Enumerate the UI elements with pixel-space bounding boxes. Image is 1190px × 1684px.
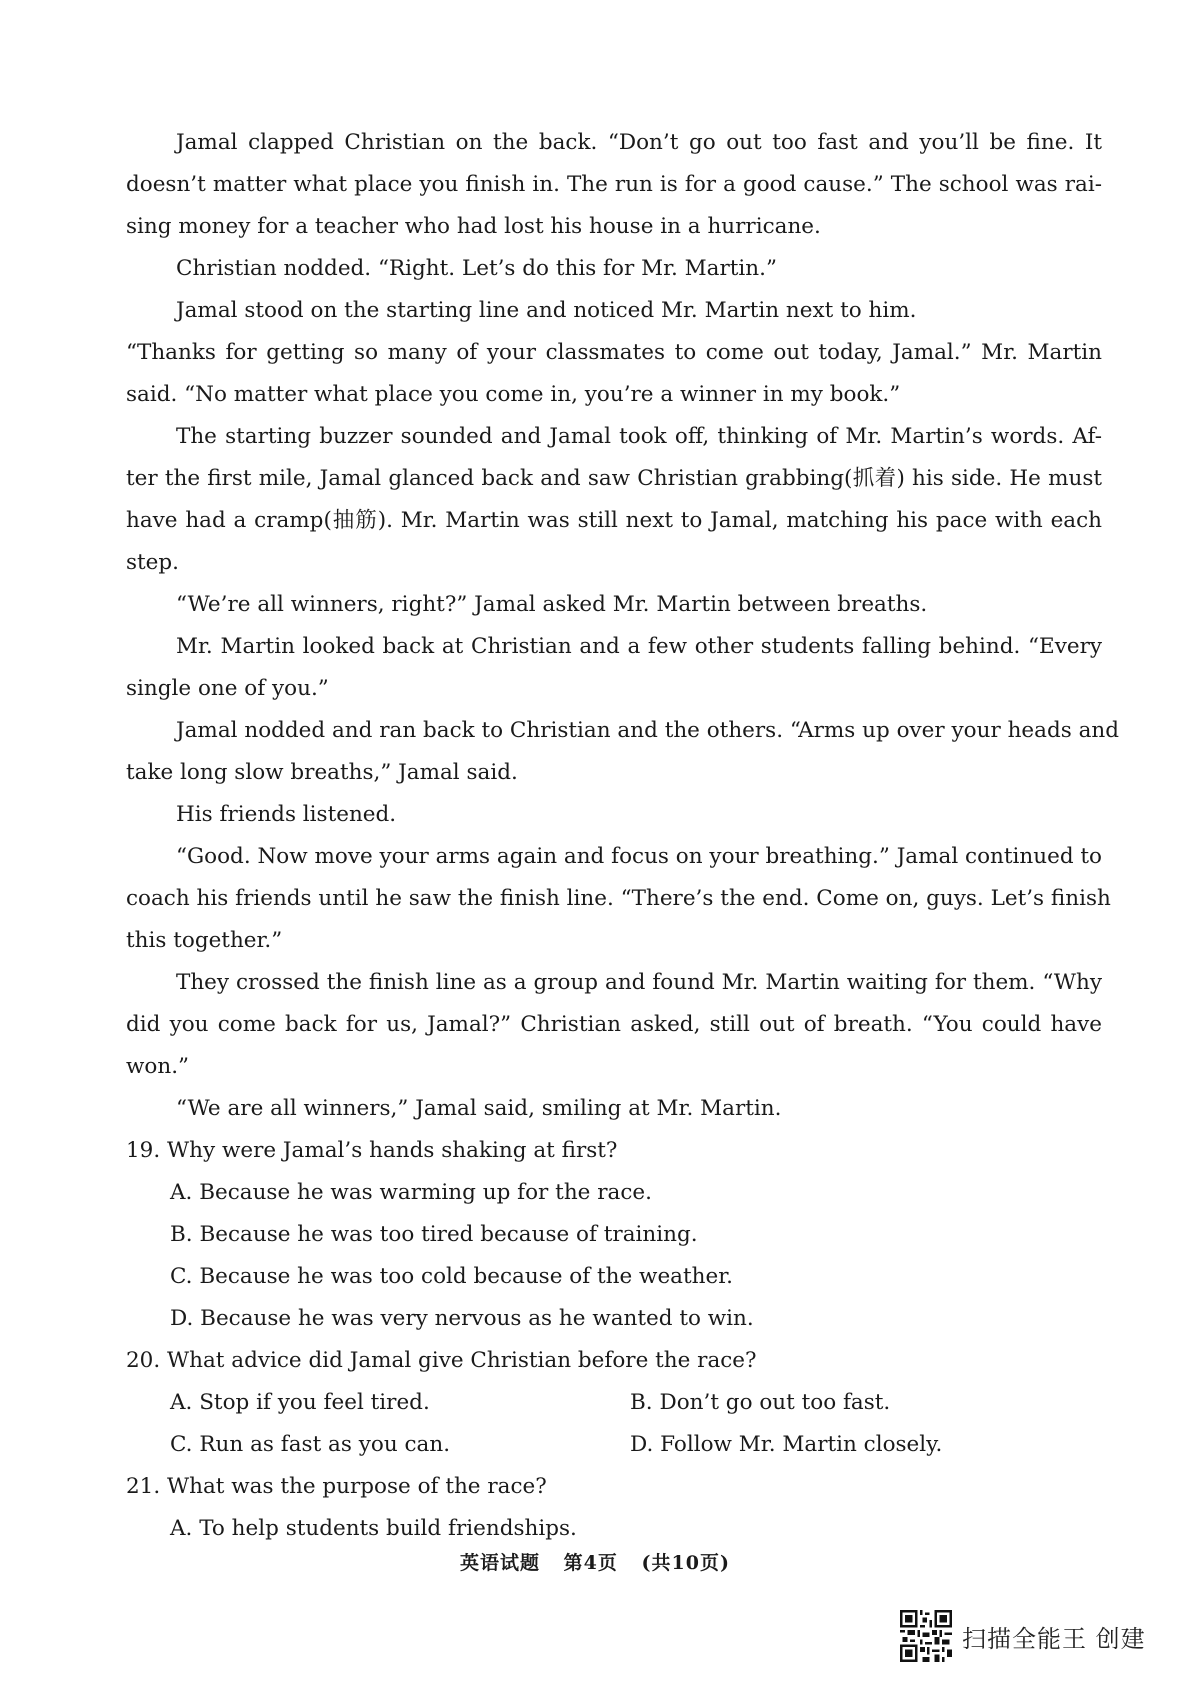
qr-code-icon — [900, 1610, 952, 1662]
scanner-watermark — [900, 1608, 1146, 1664]
passage-line: Jamal nodded and ran back to Christian and the others. “Arms up over your heads and — [176, 718, 1120, 743]
question-stem: 20. What advice did Jamal give Christian before the race? — [126, 1348, 757, 1373]
passage-line: ter the first mile, Jamal glanced back and saw Christian grabbing(抓着) his side. He must — [126, 466, 1102, 491]
option-b: B. Don’t go out too fast. — [630, 1390, 891, 1415]
passage-line: sing money for a teacher who had lost his house in a hurricane. — [126, 214, 821, 239]
reading-passage — [126, 122, 1120, 1130]
passage-line: this together.” — [126, 928, 283, 953]
footer-total-pages: (共10页) — [641, 1552, 730, 1574]
option-a: A. To help students build friendships. — [170, 1516, 577, 1541]
question-21 — [126, 1466, 1102, 1550]
passage-line: have had a cramp(抽筋). Mr. Martin was still next to Jamal, matching his pace with each — [126, 508, 1102, 533]
option-c: C. Run as fast as you can. — [170, 1432, 451, 1457]
passage-line: Christian nodded. “Right. Let’s do this for Mr. Martin.” — [176, 256, 777, 281]
question-20 — [126, 1340, 1102, 1466]
passage-line: take long slow breaths,” Jamal said. — [126, 760, 518, 785]
passage-line: single one of you.” — [126, 676, 329, 701]
option-b: B. Because he was too tired because of training. — [170, 1222, 698, 1247]
footer-subject: 英语试题 — [460, 1552, 541, 1574]
passage-line: “Good. Now move your arms again and focus on your breathing.” Jamal continued to — [176, 844, 1102, 869]
passage-line: did you come back for us, Jamal?” Christian asked, still out of breath. “You could have — [126, 1012, 1102, 1037]
passage-line: “We are all winners,” Jamal said, smiling at Mr. Martin. — [176, 1096, 782, 1121]
passage-line: Mr. Martin looked back at Christian and a few other students falling behind. “Every — [176, 634, 1102, 659]
passage-line: His friends listened. — [176, 802, 397, 827]
watermark-text: 扫描全能王 创建 — [962, 1624, 1146, 1653]
option-a: A. Because he was warming up for the race. — [170, 1180, 652, 1205]
passage-line: Jamal clapped Christian on the back. “Don’t go out too fast and you’ll be fine. It — [176, 130, 1102, 155]
option-d: D. Follow Mr. Martin closely. — [630, 1432, 943, 1457]
option-d: D. Because he was very nervous as he wanted to win. — [170, 1306, 754, 1331]
passage-line: doesn’t matter what place you finish in. The run is for a good cause.” The school was rai- — [126, 172, 1102, 197]
option-row — [126, 1382, 1102, 1424]
passage-line: “We’re all winners, right?” Jamal asked Mr. Martin between breaths. — [176, 592, 928, 617]
page-footer — [0, 1548, 1190, 1575]
passage-line: “Thanks for getting so many of your classmates to come out today, Jamal.” Mr. Martin — [126, 340, 1102, 365]
option-c: C. Because he was too cold because of the weather. — [170, 1264, 733, 1289]
passage-line: won.” — [126, 1054, 190, 1079]
passage-line: coach his friends until he saw the finish line. “There’s the end. Come on, guys. Let’s finish — [126, 886, 1111, 911]
option-a: A. Stop if you feel tired. — [170, 1390, 430, 1415]
passage-line: They crossed the finish line as a group and found Mr. Martin waiting for them. “Why — [176, 970, 1102, 995]
passage-line: Jamal stood on the starting line and noticed Mr. Martin next to him. — [176, 298, 917, 323]
option-row — [126, 1424, 1102, 1466]
footer-page-number: 第4页 — [563, 1552, 618, 1574]
passage-line: The starting buzzer sounded and Jamal took off, thinking of Mr. Martin’s words. Af- — [176, 424, 1102, 449]
question-19 — [126, 1130, 1102, 1340]
question-stem: 19. Why were Jamal’s hands shaking at first? — [126, 1138, 618, 1163]
exam-page — [126, 122, 1120, 1550]
passage-line: said. “No matter what place you come in, you’re a winner in my book.” — [126, 382, 901, 407]
passage-line: step. — [126, 550, 179, 575]
question-stem: 21. What was the purpose of the race? — [126, 1474, 547, 1499]
